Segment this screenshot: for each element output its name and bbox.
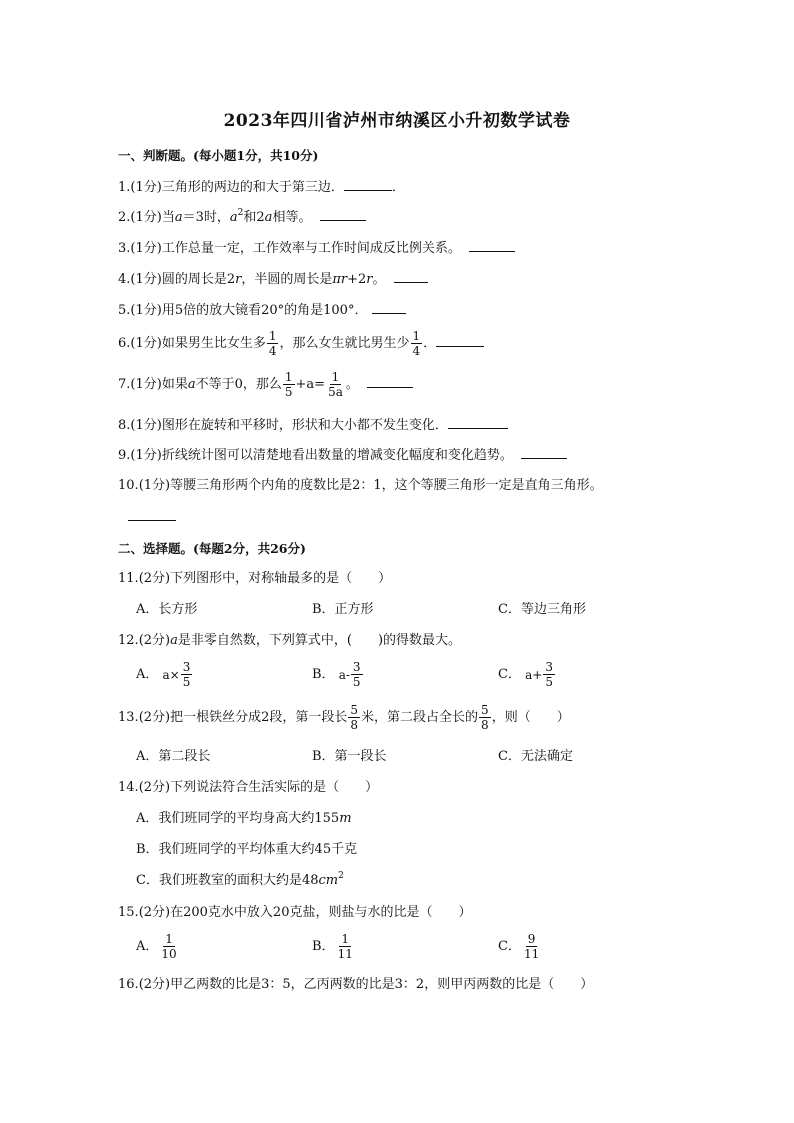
unit: cm (318, 873, 339, 888)
numerator: 1 (331, 370, 340, 384)
question-text: 。 (345, 377, 359, 392)
question-score: (2分) (138, 633, 171, 648)
question-text: 用5倍的放大镜看20°的角是100°． (161, 303, 368, 318)
option-text: C．我们班教室的面积大约是48 (136, 873, 319, 888)
option-a (136, 932, 180, 961)
question-text: ，那么女生就比男生少 (279, 336, 410, 351)
question-text: ． (423, 336, 437, 351)
question-text: 。 (372, 272, 386, 287)
option-c (136, 872, 344, 890)
option-expression: a- (338, 667, 350, 682)
question-number: 7. (118, 377, 131, 392)
fraction (522, 932, 541, 961)
denominator: 5 (182, 675, 191, 689)
answer-blank (367, 375, 413, 388)
option-a (136, 810, 352, 828)
exponent: 2 (237, 208, 244, 218)
numerator: 3 (352, 660, 361, 674)
question-text: +a= (295, 377, 326, 392)
question-number: 1. (118, 180, 131, 195)
question-1 (118, 178, 405, 197)
question-number: 13. (118, 710, 139, 725)
question-score: (2分) (138, 571, 171, 586)
question-number: 11. (118, 571, 139, 586)
question-7 (118, 369, 413, 401)
answer-blank (320, 208, 366, 221)
question-number: 9. (118, 448, 131, 463)
denominator: 5 (352, 675, 361, 689)
question-number: 3. (118, 241, 131, 256)
exam-title: 2023年四川省泸州市纳溪区小升初数学试卷 (223, 111, 571, 131)
question-text: 米，第二段占全长的 (361, 710, 479, 725)
question-14 (118, 779, 378, 797)
question-text: 工作总量一定，工作效率与工作时间成反比例关系。 (161, 241, 461, 256)
question-10-blank-line (128, 508, 176, 527)
question-text: 下列说法符合生活实际的是（ ） (170, 780, 379, 795)
question-text: 如果 (161, 377, 188, 392)
pi-r: πr (332, 272, 348, 287)
question-number: 5. (118, 303, 131, 318)
option-b (312, 932, 356, 961)
answer-blank (394, 270, 428, 283)
option-a: A．第二段长 (136, 749, 211, 764)
question-text: 甲乙两数的比是3：5，乙丙两数的比是3：2，则甲丙两数的比是（ ） (170, 977, 594, 992)
fraction (479, 703, 491, 732)
question-13 (118, 702, 570, 734)
option-expression: a× (162, 667, 180, 682)
variable-a: a (229, 210, 238, 225)
fraction (351, 660, 363, 689)
question-5 (118, 301, 406, 320)
option-c: C．等边三角形 (498, 602, 586, 617)
question-number: 16. (118, 977, 139, 992)
question-number: 14. (118, 780, 139, 795)
answer-blank (128, 508, 176, 521)
question-score: (2分) (138, 905, 171, 920)
question-score: (1分) (130, 377, 162, 392)
option-letter: A． (136, 666, 159, 682)
fraction (181, 660, 193, 689)
denominator: 5 (545, 675, 553, 689)
question-text: 三角形的两边的和大于第三边． (161, 180, 344, 195)
question-3 (118, 239, 515, 258)
question-score: (2分) (138, 710, 171, 725)
question-text: +2 (347, 272, 367, 287)
option-expression: a+ (525, 667, 543, 682)
option-letter: A． (136, 938, 159, 954)
variable-a: a (264, 210, 273, 225)
option-c (498, 660, 556, 689)
denominator: 10 (161, 947, 177, 961)
numerator: 3 (545, 660, 553, 674)
variable-r: r (235, 272, 242, 287)
section-judgement-heading: 一、判断题。(每小题1分，共10分) (118, 148, 319, 163)
question-score: (1分) (130, 241, 162, 256)
numerator: 5 (481, 703, 489, 717)
question-4 (118, 270, 428, 289)
question-number: 15. (118, 905, 139, 920)
question-text: ，半圆的周长是 (241, 272, 333, 287)
question-text-end: ． (391, 180, 405, 195)
question-8 (118, 416, 508, 435)
numerator: 1 (268, 329, 277, 343)
answer-blank (372, 301, 406, 314)
denominator: 5a (328, 385, 343, 399)
fraction (348, 703, 360, 732)
question-number: 6. (118, 336, 131, 351)
option-c (498, 932, 542, 961)
variable-r: r (366, 272, 373, 287)
numerator: 9 (527, 932, 536, 946)
fraction (411, 329, 423, 358)
answer-blank (469, 239, 515, 252)
question-score: (2分) (138, 780, 171, 795)
denominator: 8 (350, 718, 359, 732)
question-score: (1分) (130, 272, 162, 287)
fraction (283, 370, 295, 399)
question-text: 不等于0，那么 (195, 377, 282, 392)
question-text: ＝3时， (182, 210, 230, 225)
option-b: B．正方形 (312, 602, 374, 617)
question-number: 2. (118, 210, 131, 225)
question-score: (1分) (130, 418, 162, 433)
question-number: 10. (118, 478, 139, 493)
question-text: 等腰三角形两个内角的度数比是2：1，这个等腰三角形一定是直角三角形。 (170, 478, 603, 493)
variable-a: a (170, 633, 178, 648)
numerator: 1 (341, 932, 350, 946)
option-letter: B． (312, 938, 335, 954)
option-letter: C． (498, 666, 521, 682)
fraction (267, 329, 279, 358)
variable-a: a (174, 210, 183, 225)
question-text: ，则（ ） (491, 710, 570, 725)
denominator: 11 (337, 947, 353, 961)
question-15 (118, 904, 471, 922)
fraction (326, 370, 345, 399)
question-number: 4. (118, 272, 131, 287)
question-text: 相等。 (272, 210, 312, 225)
denominator: 8 (481, 718, 489, 732)
option-a: A．长方形 (136, 602, 198, 617)
option-a (136, 660, 193, 689)
fraction (543, 660, 555, 689)
denominator: 4 (268, 344, 277, 358)
option-b: B．我们班同学的平均体重大约45千克 (136, 842, 358, 857)
question-score: (1分) (130, 336, 162, 351)
option-b (312, 660, 364, 689)
question-11 (118, 570, 391, 588)
option-b: B．第一段长 (312, 749, 387, 764)
numerator: 5 (350, 703, 359, 717)
question-6 (118, 328, 484, 360)
question-score: (1分) (138, 478, 171, 493)
question-text: 图形在旋转和平移时，形状和大小都不发生变化． (161, 418, 448, 433)
answer-blank (521, 446, 567, 459)
option-text: A．我们班同学的平均身高大约155 (136, 811, 340, 826)
question-text: 当 (161, 210, 175, 225)
option-letter: B． (312, 666, 335, 682)
variable-a: a (187, 377, 196, 392)
numerator: 1 (165, 932, 173, 946)
question-16 (118, 976, 593, 994)
answer-blank (448, 416, 508, 429)
section-choice-heading: 二、选择题。(每题2分，共26分) (118, 541, 306, 556)
question-text: 是非零自然数，下列算式中，( )的得数最大。 (177, 633, 462, 648)
numerator: 1 (412, 329, 421, 343)
question-12 (118, 632, 461, 650)
exponent: 2 (338, 871, 344, 881)
fraction (159, 932, 178, 961)
answer-blank (436, 334, 484, 347)
question-number: 12. (118, 633, 139, 648)
option-c: C．无法确定 (498, 749, 573, 764)
question-score: (2分) (138, 977, 171, 992)
question-text: 如果男生比女生多 (161, 336, 266, 351)
numerator: 3 (182, 660, 191, 674)
question-text: 和2 (243, 210, 265, 225)
unit: m (339, 811, 352, 826)
denominator: 5 (284, 385, 293, 399)
question-score: (1分) (130, 448, 162, 463)
question-number: 8. (118, 418, 131, 433)
question-2 (118, 208, 366, 227)
denominator: 4 (412, 344, 421, 358)
question-text: 在200克水中放入20克盐，则盐与水的比是（ ） (170, 905, 472, 920)
question-score: (1分) (130, 180, 162, 195)
question-text: 折线统计图可以清楚地看出数量的增减变化幅度和变化趋势。 (161, 448, 513, 463)
numerator: 1 (284, 370, 293, 384)
question-text: 把一根铁丝分成2段，第一段长 (170, 710, 348, 725)
denominator: 11 (523, 947, 540, 961)
question-text: 圆的周长是2 (161, 272, 236, 287)
option-letter: C． (498, 938, 521, 954)
question-text: 下列图形中，对称轴最多的是（ ） (170, 571, 392, 586)
question-9 (118, 446, 567, 465)
question-score: (1分) (130, 210, 162, 225)
fraction (336, 932, 355, 961)
question-10 (118, 477, 603, 495)
question-score: (1分) (130, 303, 162, 318)
answer-blank (344, 178, 392, 191)
